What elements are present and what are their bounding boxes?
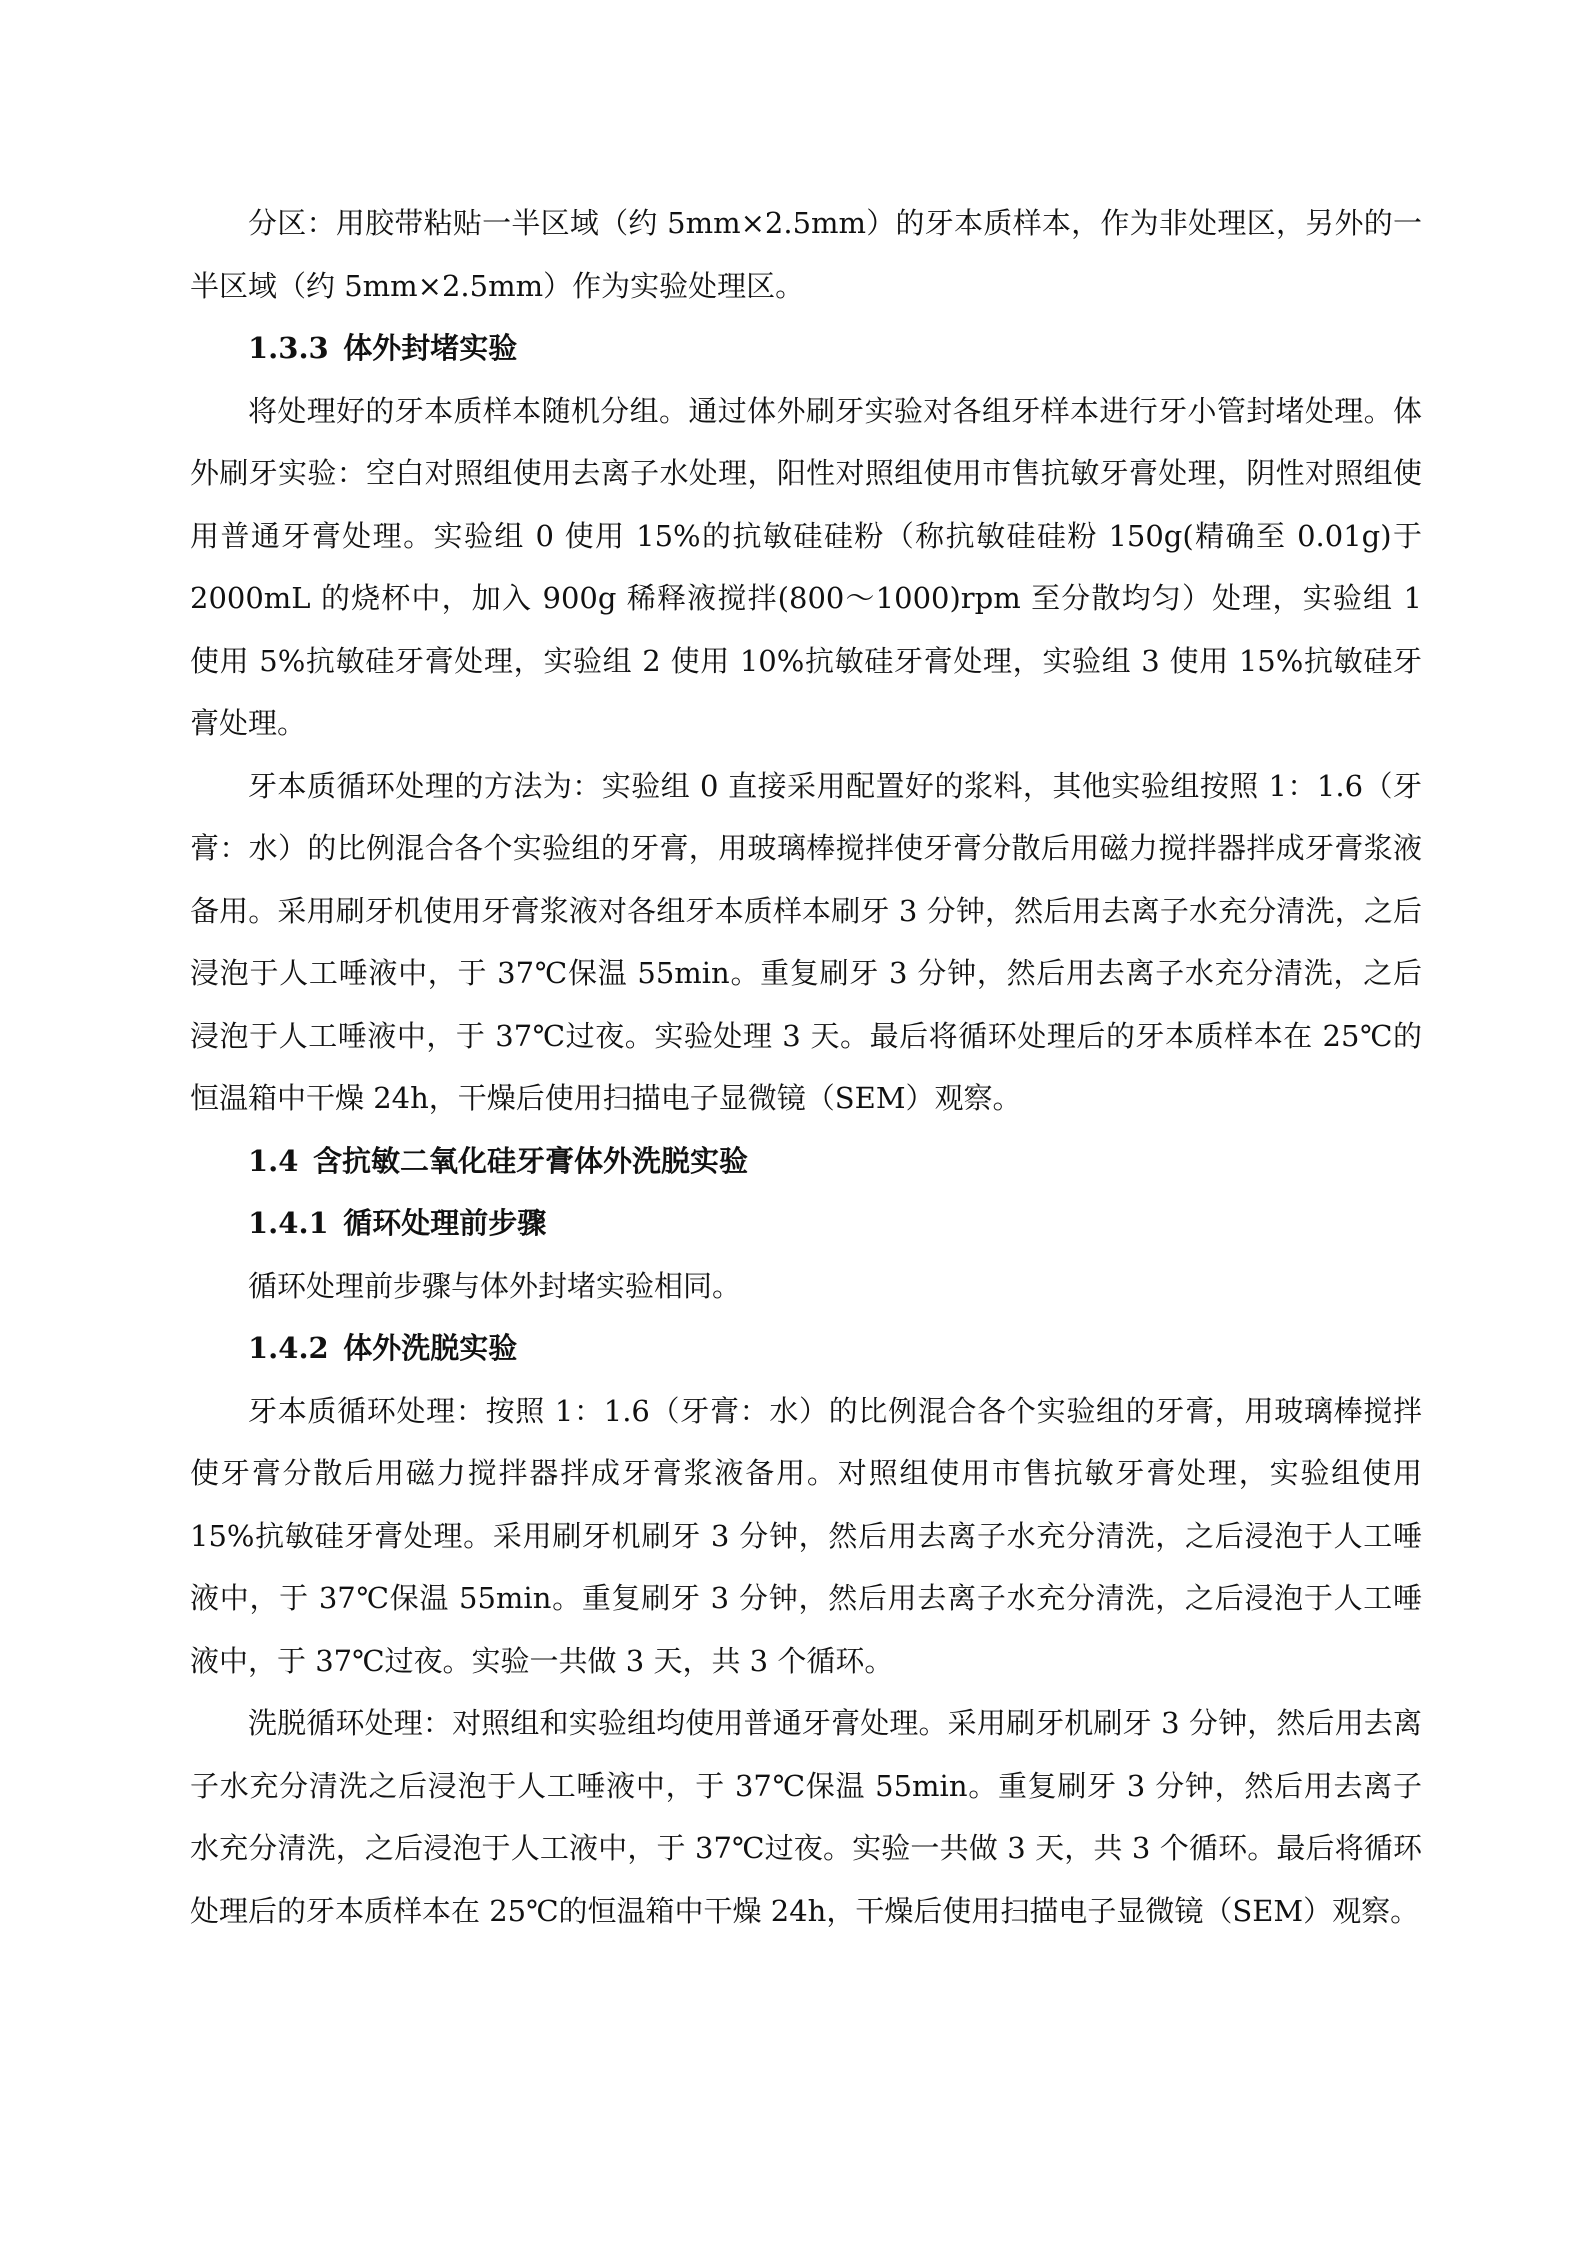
heading-1-4-2 [190,1317,1422,1380]
heading-number: 1.3.3 [248,331,329,365]
paragraph-cycle-method: 牙本质循环处理的方法为：实验组 0 直接采用配置好的浆料，其他实验组按照 1：1.6（牙膏：水）的比例混合各个实验组的牙膏，用玻璃棒搅拌使牙膏分散后用磁力搅拌器拌成牙膏浆液备用。采用刷牙机使用牙膏浆液对各组牙本质样本刷牙 3 分钟，然后用去离子水充分清洗，之后浸泡于人工唾液中，于 37℃保温 55min。重复刷牙 3 分钟，然后用去离子水充分清洗，之后浸泡于人工唾液中，于 37℃过夜。实验处理 3 天。最后将循环处理后的牙本质样本在 25℃的恒温箱中干燥 24h，干燥后使用扫描电子显微镜（SEM）观察。 [190,768,1422,1115]
paragraph-grouping: 将处理好的牙本质样本随机分组。通过体外刷牙实验对各组牙样本进行牙小管封堵处理。体外刷牙实验：空白对照组使用去离子水处理，阳性对照组使用市售抗敏牙膏处理，阴性对照组使用普通牙膏处理。实验组 0 使用 15%的抗敏硅硅粉（称抗敏硅硅粉 150g(精确至 0.01g)于 2000mL 的烧杯中，加入 900g 稀释液搅拌(800～1000)rpm 至分散均匀）处理，实验组 1 使用 5%抗敏硅牙膏处理，实验组 2 使用 10%抗敏硅牙膏处理，实验组 3 使用 15%抗敏硅牙膏处理。 [190,393,1422,740]
heading-title: 体外洗脱实验 [343,1331,518,1365]
document-page [190,192,1422,1942]
paragraph-partition: 分区：用胶带粘贴一半区域（约 5mm×2.5mm）的牙本质样本，作为非处理区，另外的一半区域（约 5mm×2.5mm）作为实验处理区。 [190,206,1422,303]
paragraph-pre-steps: 循环处理前步骤与体外封堵实验相同。 [248,1268,742,1303]
heading-1-4 [190,1130,1422,1193]
heading-1-3-3 [190,317,1422,380]
paragraph-elution-cycle: 洗脱循环处理：对照组和实验组均使用普通牙膏处理。采用刷牙机刷牙 3 分钟，然后用去离子水充分清洗之后浸泡于人工唾液中，于 37℃保温 55min。重复刷牙 3 分钟，然后用去离子水充分清洗，之后浸泡于人工液中，于 37℃过夜。实验一共做 3 天，共 3 个循环。最后将循环处理后的牙本质样本在 25℃的恒温箱中干燥 24h，干燥后使用扫描电子显微镜（SEM）观察。 [190,1706,1422,1928]
heading-title: 循环处理前步骤 [343,1206,547,1240]
heading-title: 体外封堵实验 [343,331,518,365]
heading-1-4-1 [190,1192,1422,1255]
paragraph-dentin-cycle: 牙本质循环处理：按照 1：1.6（牙膏：水）的比例混合各个实验组的牙膏，用玻璃棒搅拌使牙膏分散后用磁力搅拌器拌成牙膏浆液备用。对照组使用市售抗敏牙膏处理，实验组使用 15%抗敏硅牙膏处理。采用刷牙机刷牙 3 分钟，然后用去离子水充分清洗，之后浸泡于人工唾液中，于 37℃保温 55min。重复刷牙 3 分钟，然后用去离子水充分清洗，之后浸泡于人工唾液中，于 37℃过夜。实验一共做 3 天，共 3 个循环。 [190,1393,1422,1678]
heading-title: 含抗敏二氧化硅牙膏体外洗脱实验 [312,1143,748,1178]
heading-number: 1.4.2 [248,1331,329,1365]
heading-number: 1.4 [248,1143,299,1178]
heading-number: 1.4.1 [248,1206,329,1240]
